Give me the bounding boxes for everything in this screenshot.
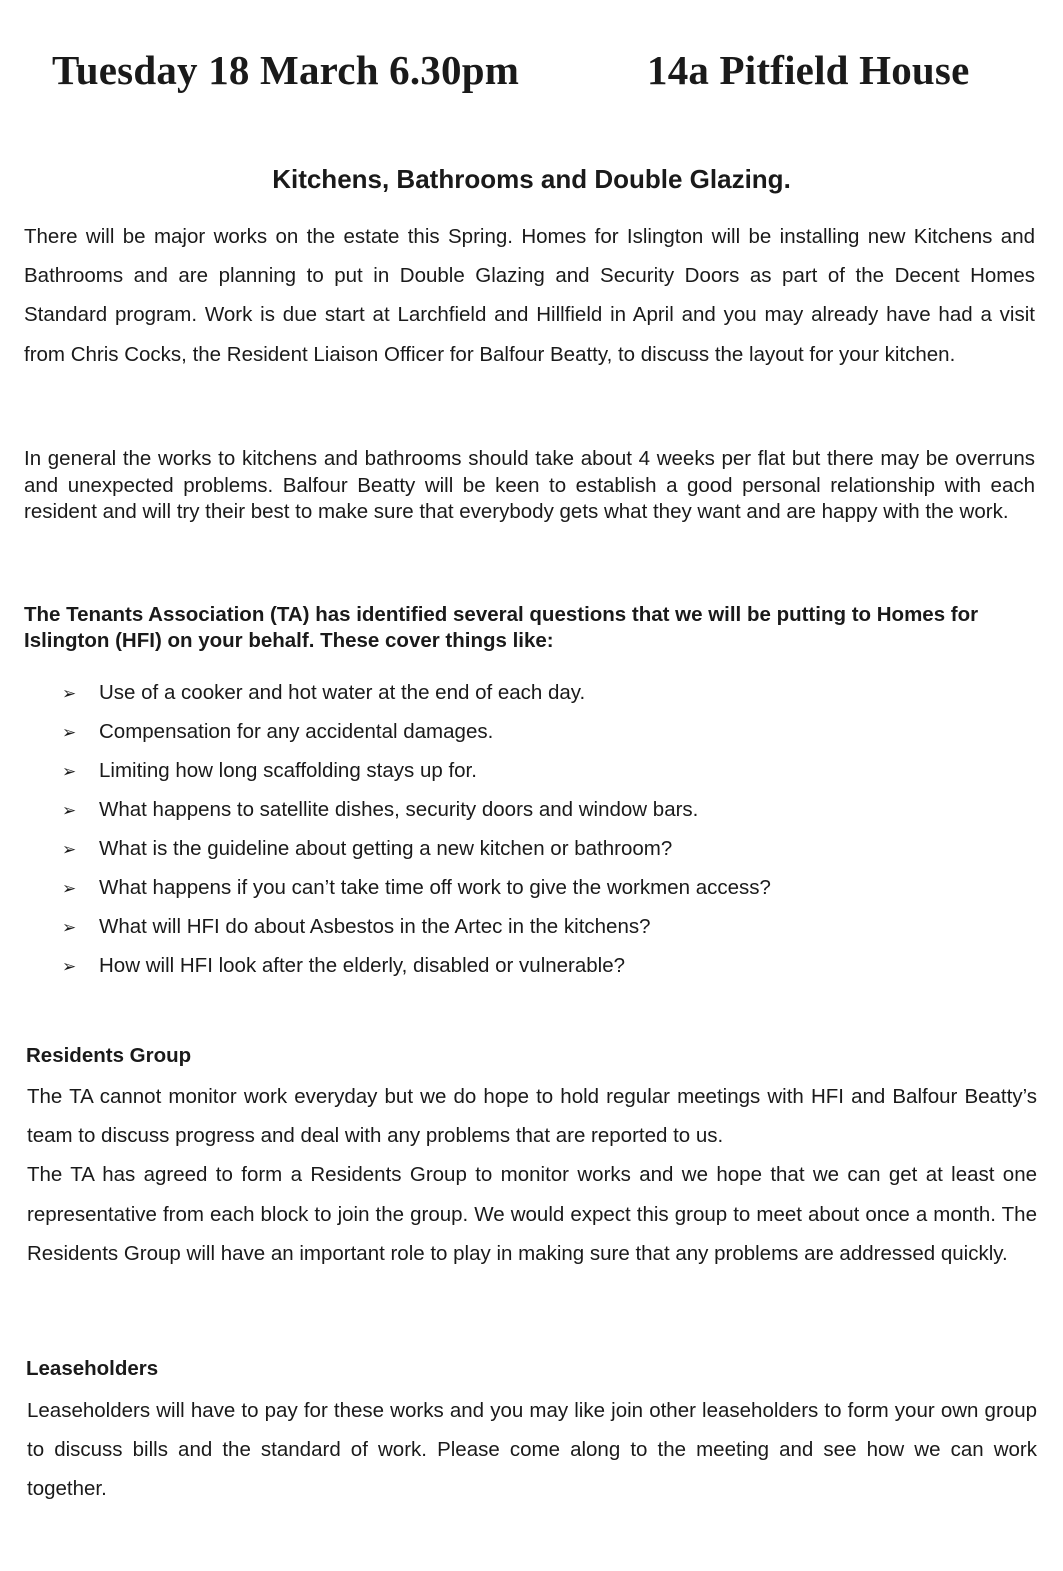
- leaseholders-paragraph: Leaseholders will have to pay for these works and you may like join other leaseholders to form your own group to discuss bills and the standard of work. Please come along to the meeting and see how we can work together.: [27, 1399, 1037, 1501]
- document-title: Kitchens, Bathrooms and Double Glazing.: [272, 164, 791, 194]
- list-item: [62, 946, 1022, 985]
- ta-questions-list: [62, 673, 1022, 985]
- list-item-text: What happens if you can’t take time off work to give the workmen access?: [99, 876, 771, 899]
- list-item: [62, 868, 1022, 907]
- list-item-text: Use of a cooker and hot water at the end of each day.: [99, 681, 586, 704]
- intro-paragraph-duration: In general the works to kitchens and bathrooms should take about 4 weeks per flat but there may be overruns and unexpected problems. Balfour Beatty will be keen to establish a good personal relationship with each resident and will try their best to make sure that everybody gets what they want and are happy with the work.: [24, 447, 1035, 523]
- list-item-text: What happens to satellite dishes, security doors and window bars.: [99, 798, 699, 821]
- list-item-text: How will HFI look after the elderly, disabled or vulnerable?: [99, 954, 626, 977]
- list-item: [62, 751, 1022, 790]
- intro-paragraph-works: There will be major works on the estate this Spring. Homes for Islington will be installing new Kitchens and Bathrooms and are planning to put in Double Glazing and Security Doors as part of the Decent Homes Standard program. Work is due start at Larchfield and Hillfield in April and you may already have had a visit from Chris Cocks, the Resident Liaison Officer for Balfour Beatty, to discuss the layout for your kitchen.: [24, 225, 1035, 366]
- meeting-date-time: Tuesday 18 March 6.30pm: [52, 47, 520, 93]
- arrow-bullet-icon: ➢: [62, 723, 77, 742]
- list-item-text: Compensation for any accidental damages.: [99, 720, 494, 743]
- list-item-text: What will HFI do about Asbestos in the Artec in the kitchens?: [99, 915, 651, 938]
- list-item: [62, 829, 1022, 868]
- list-item: [62, 673, 1022, 712]
- list-item: [62, 712, 1022, 751]
- list-item: [62, 907, 1022, 946]
- arrow-bullet-icon: ➢: [62, 918, 77, 937]
- residents-group-paragraph-meetings: The TA cannot monitor work everyday but we do hope to hold regular meetings with HFI and Balfour Beatty’s team to discuss progress and deal with any problems that are reported to us.: [27, 1085, 1037, 1148]
- arrow-bullet-icon: ➢: [62, 879, 77, 898]
- list-item: [62, 790, 1022, 829]
- residents-group-section: [27, 1077, 1037, 1273]
- residents-group-heading: Residents Group: [26, 1044, 192, 1067]
- list-item-text: Limiting how long scaffolding stays up for.: [99, 759, 477, 782]
- ta-questions-heading: The Tenants Association (TA) has identified several questions that we will be putting to Homes for Islington (HFI) on your behalf. These cover things like:: [24, 603, 979, 652]
- arrow-bullet-icon: ➢: [62, 684, 77, 703]
- arrow-bullet-icon: ➢: [62, 762, 77, 781]
- arrow-bullet-icon: ➢: [62, 840, 77, 859]
- residents-group-paragraph-formation: The TA has agreed to form a Residents Group to monitor works and we hope that we can get at least one representative from each block to join the group. We would expect this group to meet about once a month. The Residents Group will have an important role to play in making sure that any problems are addressed quickly.: [27, 1163, 1037, 1265]
- arrow-bullet-icon: ➢: [62, 801, 77, 820]
- meeting-venue: 14a Pitfield House: [647, 47, 970, 93]
- list-item-text: What is the guideline about getting a new kitchen or bathroom?: [99, 837, 673, 860]
- arrow-bullet-icon: ➢: [62, 957, 77, 976]
- leaseholders-heading: Leaseholders: [26, 1357, 159, 1380]
